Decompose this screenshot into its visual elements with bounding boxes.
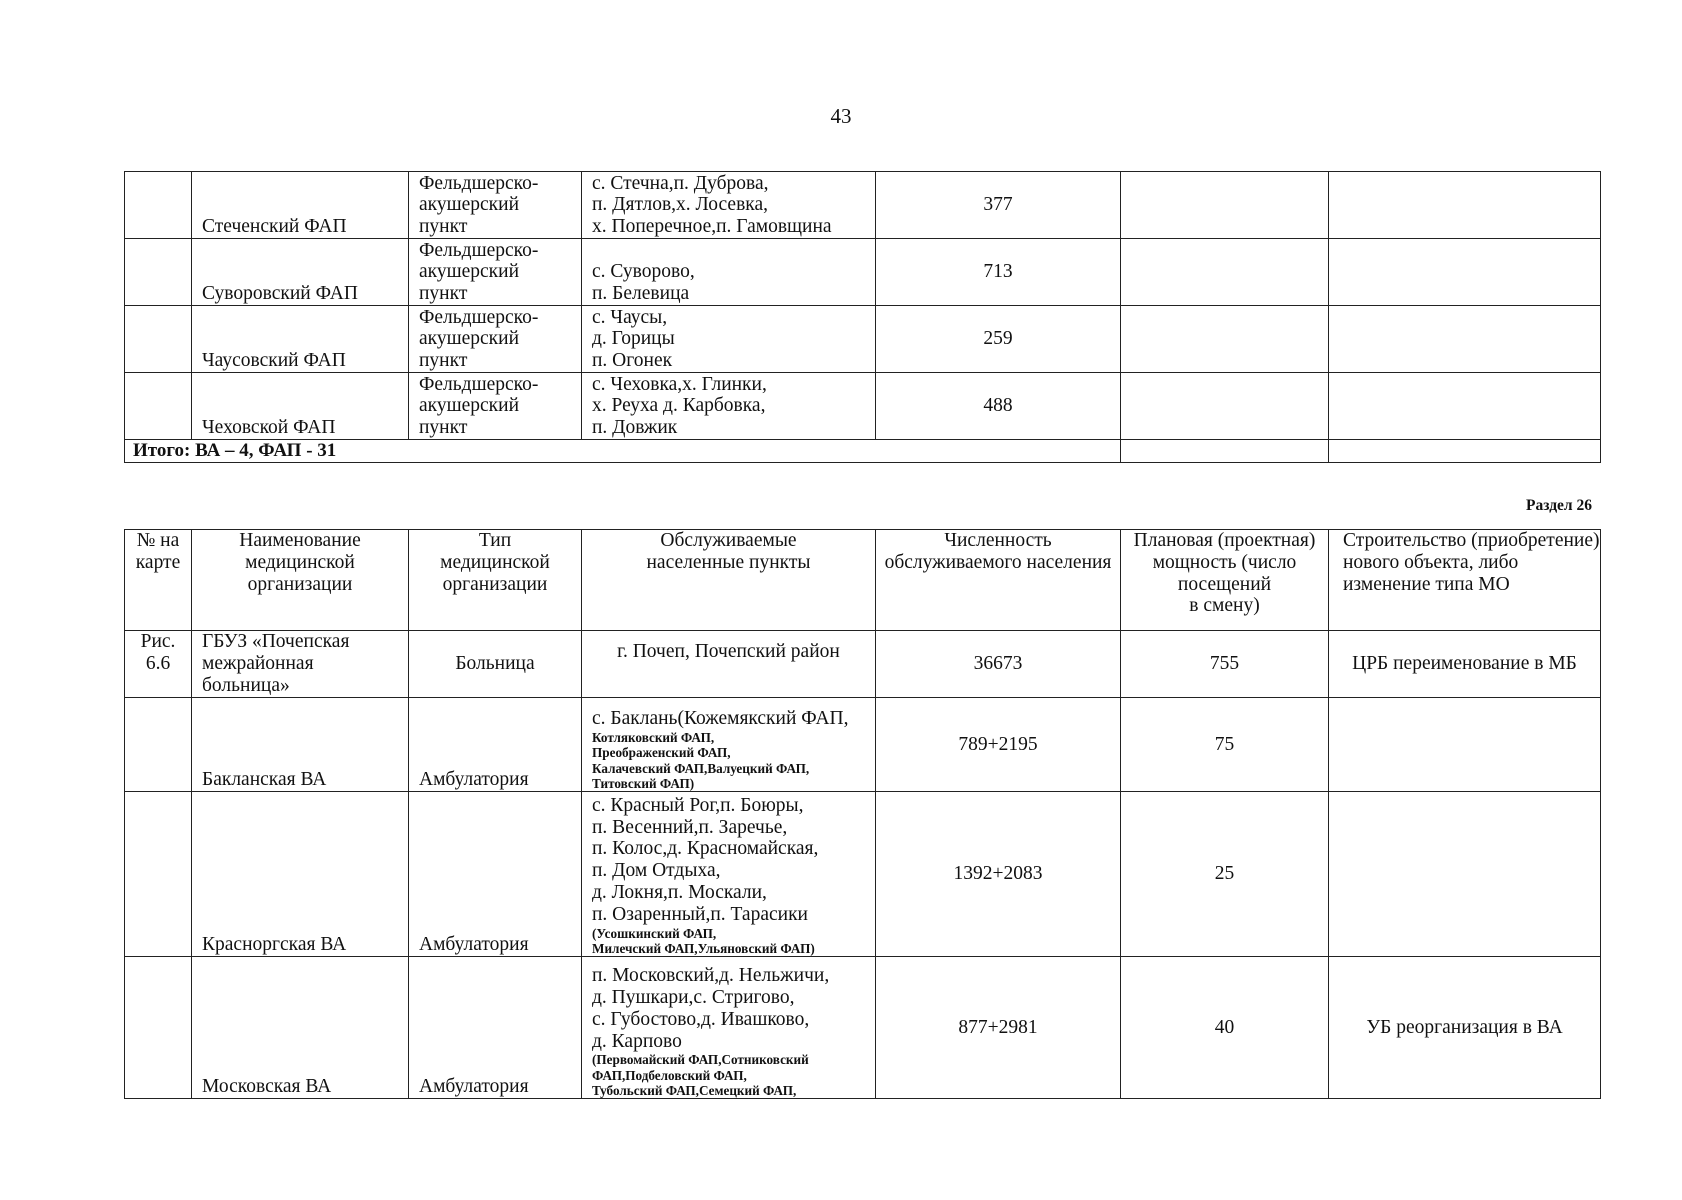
cell-num xyxy=(125,698,192,792)
org-type-line: Фельдшерско- xyxy=(419,172,539,194)
org-type-line: акушерский xyxy=(419,194,520,216)
population-value: 36673 xyxy=(973,653,1023,675)
cell-name xyxy=(192,631,409,698)
org-type-line: Фельдшерско- xyxy=(419,306,539,328)
cell-type xyxy=(409,306,582,373)
header-text: нового объекта, либо xyxy=(1343,551,1519,573)
cell-population xyxy=(876,306,1121,373)
header-text: медицинской xyxy=(440,551,550,573)
population-value: 877+2981 xyxy=(958,1016,1038,1038)
place-line: с. Красный Рог,п. Боюры, xyxy=(592,794,804,816)
cell-type xyxy=(409,792,582,957)
map-ref: 6.6 xyxy=(145,652,171,674)
cell-name xyxy=(192,957,409,1099)
cell-name xyxy=(192,792,409,957)
header-text: Тип xyxy=(478,530,512,551)
header-text: Наименование xyxy=(239,530,361,551)
org-name: межрайонная xyxy=(202,652,314,674)
cell-num xyxy=(125,957,192,1099)
cell-type xyxy=(409,698,582,792)
fap-note: Милечский ФАП,Ульяновский ФАП) xyxy=(592,940,815,956)
cell-population xyxy=(876,698,1121,792)
fap-note: Титовский ФАП) xyxy=(592,775,695,791)
construction-note: ЦРБ переименование в МБ xyxy=(1352,653,1577,675)
header-text: Обслуживаемые xyxy=(660,530,797,551)
place-line: п. Огонек xyxy=(592,350,673,372)
org-type-line: пункт xyxy=(419,417,468,439)
cell-name xyxy=(192,172,409,239)
header-text: карте xyxy=(135,551,181,573)
header-population xyxy=(876,530,1121,631)
org-type-line: акушерский xyxy=(419,395,520,417)
table-row xyxy=(125,792,1601,957)
cell-construction xyxy=(1329,631,1601,698)
cell-population xyxy=(876,172,1121,239)
capacity-value: 25 xyxy=(1214,863,1235,885)
fap-note: Тубольский ФАП,Семецкий ФАП, xyxy=(592,1082,797,1098)
place-line: г. Почеп, Почепский район xyxy=(617,641,840,662)
cell-num xyxy=(125,792,192,957)
header-text: организации xyxy=(442,573,548,595)
map-ref: Рис. xyxy=(140,631,176,652)
cell-name xyxy=(192,698,409,792)
cell-type xyxy=(409,957,582,1099)
fap-note: Котляковский ФАП, xyxy=(592,730,715,746)
cell-capacity xyxy=(1121,698,1329,792)
table-row xyxy=(125,631,1601,698)
place-line: п. Весенний,п. Заречье, xyxy=(592,816,788,838)
org-name: Чаусовский ФАП xyxy=(202,350,346,372)
org-name: Бакланская ВА xyxy=(202,769,327,791)
cell-places xyxy=(582,239,876,306)
header-text: Численность xyxy=(944,530,1052,551)
place-line: п. Белевица xyxy=(592,283,690,305)
facilities-table xyxy=(124,529,1601,1099)
place-line: с. Чаусы, xyxy=(592,306,668,328)
place-line: д. Пушкари,с. Стригово, xyxy=(592,987,795,1008)
cell-places xyxy=(582,631,876,698)
table-row xyxy=(125,306,1601,373)
place-line: п. Колос,д. Красномайская, xyxy=(592,838,819,860)
header-text: Строительство (приобретение) xyxy=(1343,530,1600,551)
table-row xyxy=(125,172,1601,239)
org-name: Суворовский ФАП xyxy=(202,283,358,305)
org-type: Больница xyxy=(455,653,535,675)
cell-places xyxy=(582,172,876,239)
org-type-line: акушерский xyxy=(419,261,520,283)
header-num xyxy=(125,530,192,631)
cell-capacity xyxy=(1121,239,1329,306)
cell-population xyxy=(876,957,1121,1099)
org-type: Амбулатория xyxy=(419,1076,529,1098)
cell-type xyxy=(409,373,582,440)
header-text: посещений xyxy=(1177,573,1272,595)
org-type-line: пункт xyxy=(419,216,468,238)
org-type-line: пункт xyxy=(419,350,468,372)
header-text: организации xyxy=(247,573,353,595)
org-name: больница» xyxy=(202,674,290,696)
cell-num xyxy=(125,306,192,373)
place-line: п. Дом Отдыха, xyxy=(592,860,721,882)
cell-places xyxy=(582,698,876,792)
fap-note: (Первомайский ФАП,Сотниковский xyxy=(592,1052,809,1068)
population-value: 488 xyxy=(983,395,1013,417)
org-type-line: Фельдшерско- xyxy=(419,373,539,395)
cell-num xyxy=(125,631,192,698)
cell-capacity xyxy=(1121,957,1329,1099)
table-row xyxy=(125,698,1601,792)
cell-construction xyxy=(1329,172,1601,239)
table-row xyxy=(125,957,1601,1099)
table-row xyxy=(125,239,1601,306)
cell-places xyxy=(582,957,876,1099)
org-type-line: пункт xyxy=(419,283,468,305)
org-type-line: акушерский xyxy=(419,328,520,350)
header-text: Плановая (проектная) xyxy=(1133,530,1316,551)
header-text: в смену) xyxy=(1189,595,1260,617)
header-construction xyxy=(1329,530,1601,631)
fap-note: ФАП,Подбеловский ФАП, xyxy=(592,1067,747,1083)
fap-note: Калачевский ФАП,Валуецкий ФАП, xyxy=(592,760,810,776)
cell-name xyxy=(192,239,409,306)
org-name: Красноргская ВА xyxy=(202,934,347,956)
place-line: с. Баклань(Кожемякский ФАП, xyxy=(592,708,849,730)
header-text: мощность (число xyxy=(1152,551,1297,573)
cell-construction xyxy=(1329,698,1601,792)
header-text: медицинской xyxy=(245,551,355,573)
org-type: Амбулатория xyxy=(419,934,529,956)
cell-type xyxy=(409,239,582,306)
cell-construction xyxy=(1329,792,1601,957)
cell-places xyxy=(582,792,876,957)
header-text: населенные пункты xyxy=(646,551,811,573)
section-label: Раздел 26 xyxy=(1526,497,1592,514)
org-name: ГБУЗ «Почепская xyxy=(202,631,350,652)
population-value: 377 xyxy=(983,194,1013,216)
cell-capacity xyxy=(1121,440,1329,463)
cell-num xyxy=(125,239,192,306)
place-line: п. Озаренный,п. Тарасики xyxy=(592,903,808,925)
org-name: Стеченский ФАП xyxy=(202,216,347,238)
population-value: 1392+2083 xyxy=(953,863,1043,885)
cell-capacity xyxy=(1121,306,1329,373)
header-text: обслуживаемого населения xyxy=(884,551,1112,573)
total-label: Итого: ВА – 4, ФАП - 31 xyxy=(125,440,1121,463)
header-name xyxy=(192,530,409,631)
cell-construction xyxy=(1329,306,1601,373)
place-line: д. Горицы xyxy=(592,328,675,350)
org-type: Амбулатория xyxy=(419,769,529,791)
cell-construction xyxy=(1329,440,1601,463)
cell-num xyxy=(125,373,192,440)
cell-type xyxy=(409,631,582,698)
cell-capacity xyxy=(1121,373,1329,440)
cell-capacity xyxy=(1121,631,1329,698)
cell-construction xyxy=(1329,957,1601,1099)
cell-construction xyxy=(1329,239,1601,306)
capacity-value: 40 xyxy=(1214,1016,1235,1038)
cell-population xyxy=(876,792,1121,957)
cell-population xyxy=(876,239,1121,306)
header-row xyxy=(125,530,1601,631)
page-number: 43 xyxy=(830,104,852,128)
cell-places xyxy=(582,373,876,440)
place-line: х. Поперечное,п. Гамовщина xyxy=(592,216,832,238)
cell-type xyxy=(409,172,582,239)
capacity-value: 75 xyxy=(1214,733,1235,755)
place-line: х. Реуха д. Карбовка, xyxy=(592,395,766,417)
header-places xyxy=(582,530,876,631)
place-line: с. Губостово,д. Ивашково, xyxy=(592,1008,810,1030)
cell-construction xyxy=(1329,373,1601,440)
place-line: п. Довжик xyxy=(592,417,678,439)
population-value: 713 xyxy=(983,261,1013,283)
org-type-line: Фельдшерско- xyxy=(419,239,539,261)
header-capacity xyxy=(1121,530,1329,631)
cell-population xyxy=(876,373,1121,440)
place-line: с. Стечна,п. Дуброва, xyxy=(592,172,769,194)
org-name: Чеховской ФАП xyxy=(202,417,336,439)
capacity-value: 755 xyxy=(1209,653,1240,675)
place-line: с. Чеховка,х. Глинки, xyxy=(592,373,767,395)
header-type xyxy=(409,530,582,631)
fap-note: Преображенский ФАП, xyxy=(592,745,731,761)
cell-capacity xyxy=(1121,792,1329,957)
population-value: 789+2195 xyxy=(958,733,1038,755)
place-line: д. Карпово xyxy=(592,1030,682,1052)
continuation-table xyxy=(124,171,1601,463)
org-name: Московская ВА xyxy=(202,1076,332,1098)
cell-name xyxy=(192,306,409,373)
place-line: д. Локня,п. Москали, xyxy=(592,882,767,903)
header-text: изменение типа МО xyxy=(1343,573,1510,595)
fap-note: (Усошкинский ФАП, xyxy=(592,925,717,941)
construction-note: УБ реорганизация в ВА xyxy=(1366,1016,1563,1038)
population-value: 259 xyxy=(983,328,1013,350)
cell-name xyxy=(192,373,409,440)
cell-places xyxy=(582,306,876,373)
header-text: № на xyxy=(136,530,180,551)
cell-capacity xyxy=(1121,172,1329,239)
place-line: п. Дятлов,х. Лосевка, xyxy=(592,194,768,216)
cell-num xyxy=(125,172,192,239)
total-row xyxy=(125,440,1601,463)
cell-population xyxy=(876,631,1121,698)
place-line: с. Суворово, xyxy=(592,261,695,283)
table-row xyxy=(125,373,1601,440)
place-line: п. Московский,д. Нельжичи, xyxy=(592,965,830,987)
